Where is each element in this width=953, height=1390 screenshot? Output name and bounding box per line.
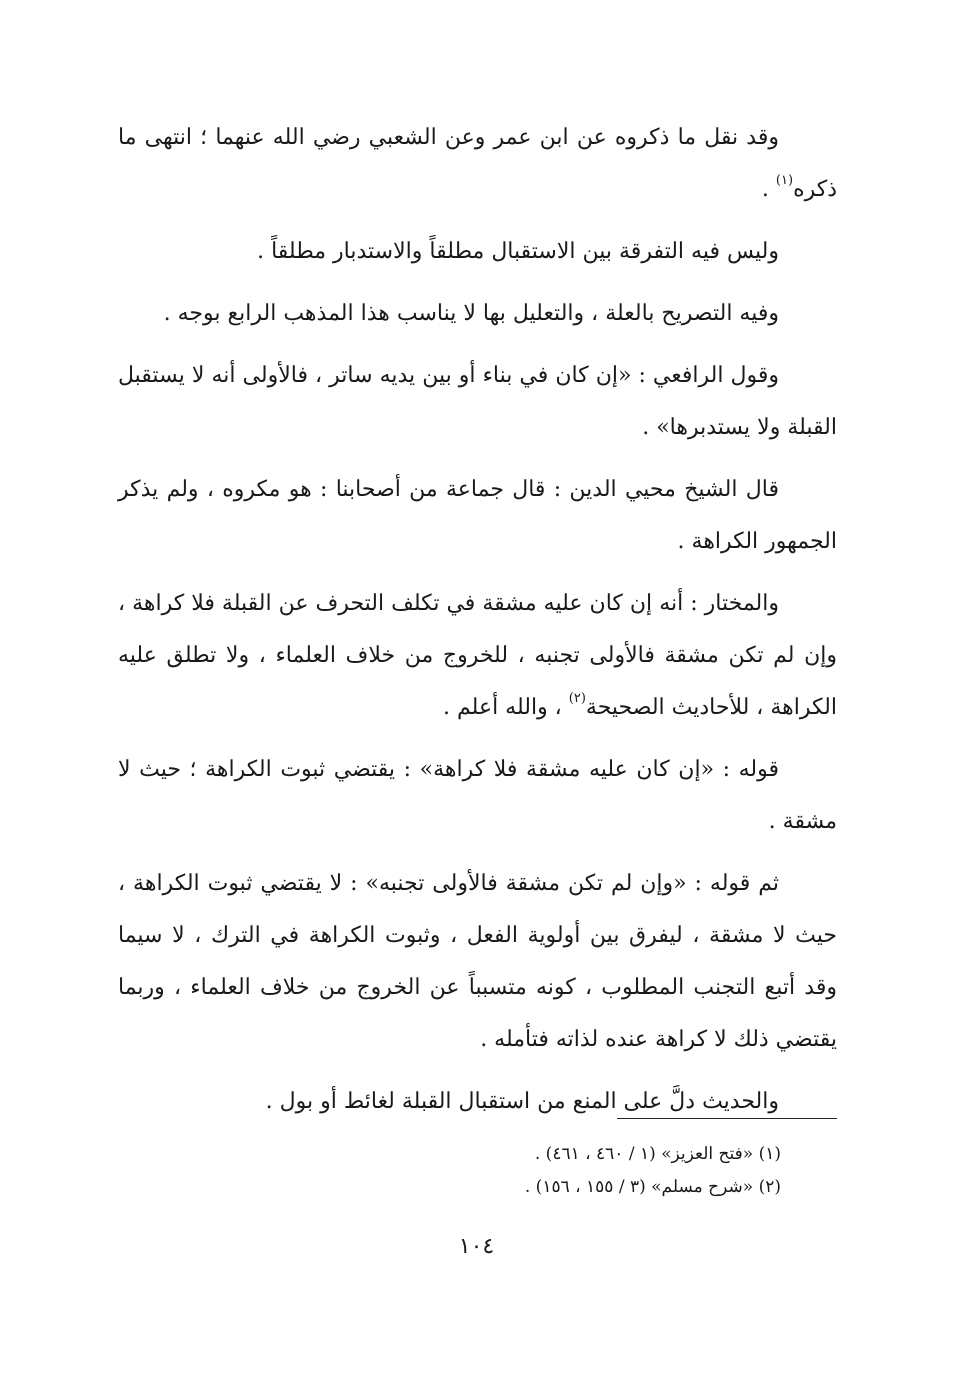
paragraph-text: والمختار : أنه إن كان عليه مشقة في تكلف التحرف عن القبلة فلا كراهة ، وإن لم تكن مشقة فالأولى تجنبه ، للخروج من خلاف العلماء ، ولا تطلق عليه الكراهة ، للأحاديث الصحيحة xyxy=(118,591,837,720)
paragraph-1 xyxy=(118,112,837,216)
paragraph-text: ثم قوله : «وإن لم تكن مشقة فالأولى تجنبه» : لا يقتضي ثبوت الكراهة ، حيث لا مشقة ، ليفرق بين أولوية الفعل ، وثبوت الكراهة في الترك ، لا سيما وقد أتبع التجنب المطلوب ، كونه متسبباً عن الخروج من خلاف العلماء ، وربما يقتضي ذلك لا كراهة عنده لذاته فتأمله . xyxy=(118,871,837,1052)
footnote-1: (١) «فتح العزيز» (١ / ٤٦٠ ، ٤٦١) . xyxy=(534,1144,781,1164)
paragraph-3 xyxy=(118,288,837,340)
paragraph-6 xyxy=(118,578,837,734)
paragraph-text: والحديث دلَّ على المنع من استقبال القبلة لغائط أو بول . xyxy=(265,1089,779,1114)
paragraph-text: وقد نقل ما ذكروه عن ابن عمر وعن الشعبي رضي الله عنهما ؛ انتهى ما ذكره xyxy=(118,125,837,202)
main-text xyxy=(118,112,837,1138)
paragraph-tail: ، والله أعلم . xyxy=(443,695,569,720)
paragraph-8 xyxy=(118,858,837,1066)
footnote-2: (٢) «شرح مسلم» (٣ / ١٥٥ ، ١٥٦) . xyxy=(524,1177,781,1197)
footnote-ref-2: (٢) xyxy=(568,691,586,706)
paragraph-tail: . xyxy=(761,177,776,202)
paragraph-text: وليس فيه التفرقة بين الاستقبال مطلقاً والاستدبار مطلقاً . xyxy=(257,239,779,264)
footnotes xyxy=(525,1138,781,1204)
paragraph-text: وقول الرافعي : «إن كان في بناء أو بين يديه ساتر ، فالأولى أنه لا يستقبل القبلة ولا يستدبرها» . xyxy=(118,363,837,440)
paragraph-9 xyxy=(118,1076,837,1128)
paragraph-5 xyxy=(118,464,837,568)
paragraph-2 xyxy=(118,226,837,278)
paragraph-4 xyxy=(118,350,837,454)
paragraph-text: قال الشيخ محيي الدين : قال جماعة من أصحابنا : هو مكروه ، ولم يذكر الجمهور الكراهة . xyxy=(118,477,837,554)
page-number: ١٠٤ xyxy=(458,1234,495,1259)
paragraph-7 xyxy=(118,744,837,848)
paragraph-text: وفيه التصريح بالعلة ، والتعليل بها لا يناسب هذا المذهب الرابع بوجه . xyxy=(163,301,779,326)
paragraph-text: قوله : «إن كان عليه مشقة فلا كراهة» : يقتضي ثبوت الكراهة ؛ حيث لا مشقة . xyxy=(118,757,837,834)
footnote-separator xyxy=(617,1118,837,1119)
footnote-ref-1: (١) xyxy=(775,173,794,188)
